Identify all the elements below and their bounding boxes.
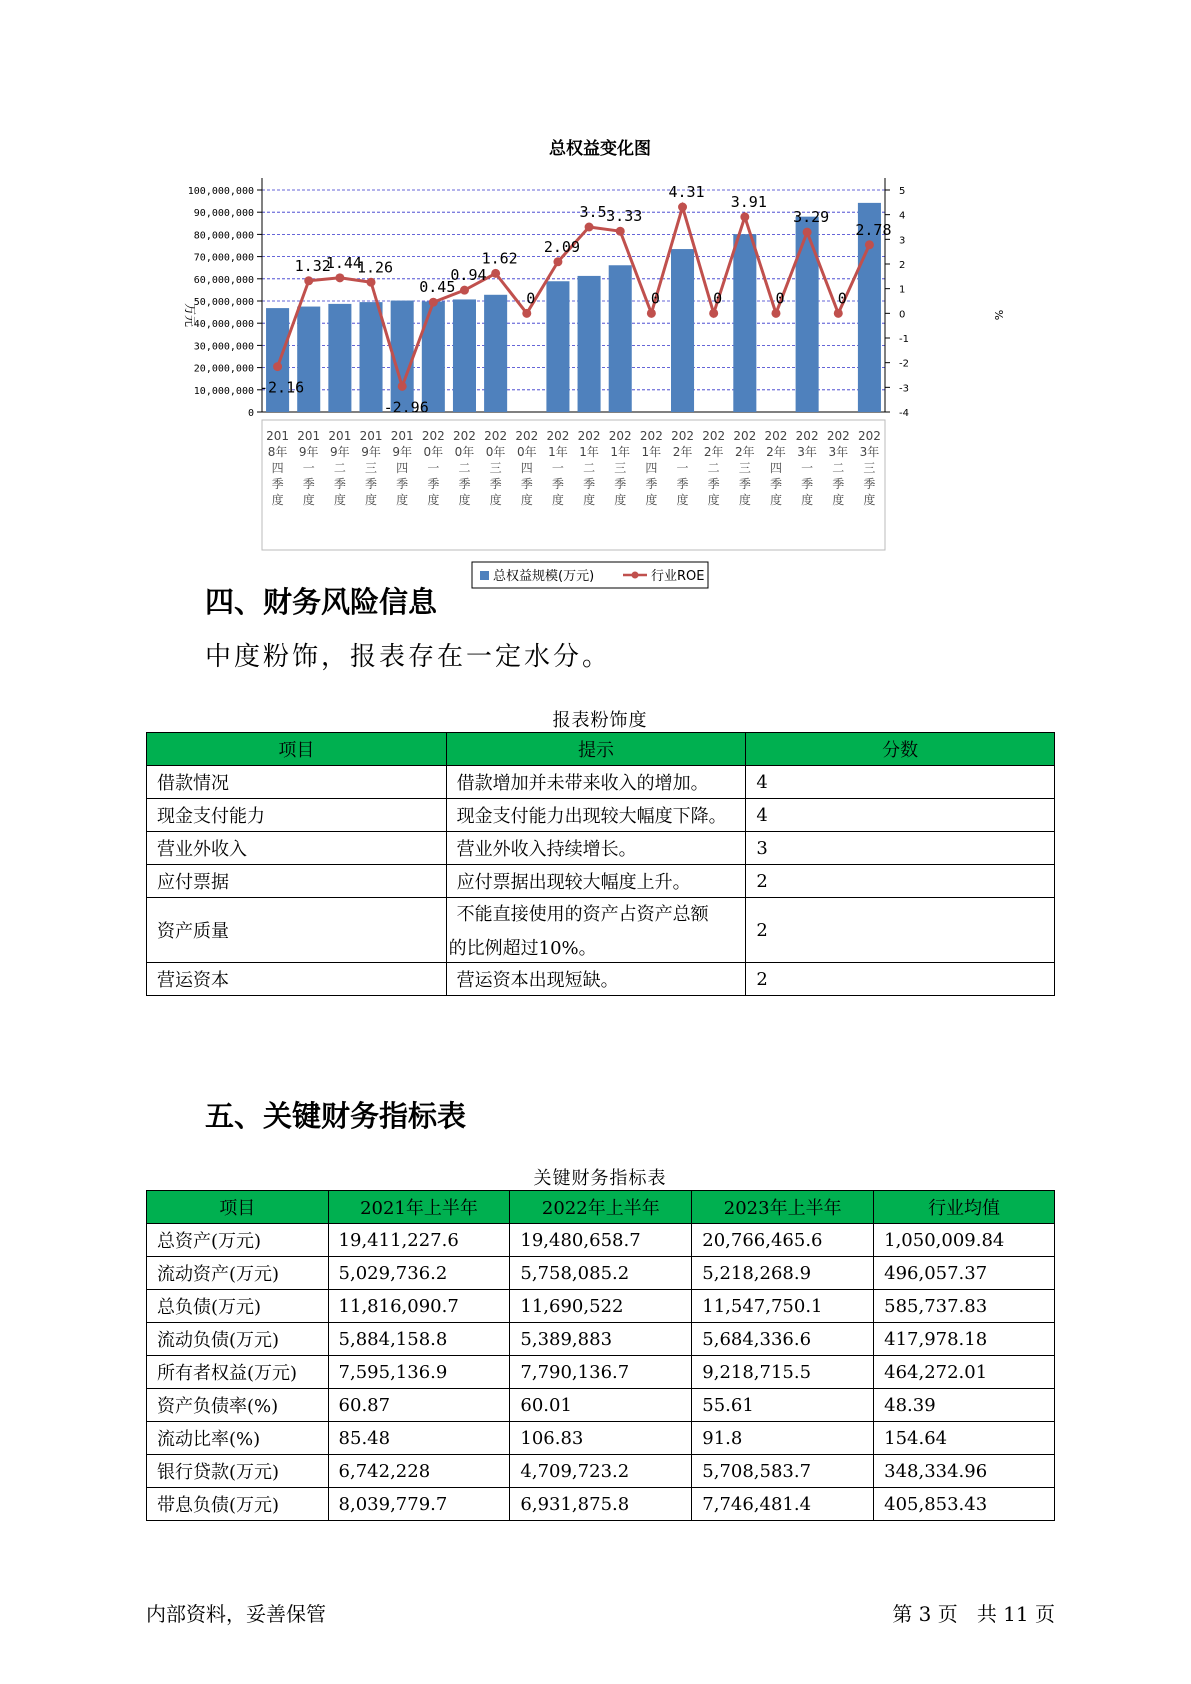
metric-name: 带息负债(万元) [147, 1488, 329, 1521]
metrics-header: 2022年上半年 [510, 1191, 692, 1224]
table-row [147, 865, 1055, 898]
x-tick-label: 季 [458, 477, 471, 491]
x-tick-label: 二 [707, 461, 720, 475]
x-tick-label: 2年 [766, 445, 786, 459]
legend-line-label: 行业ROE [651, 569, 705, 584]
risk-score: 2 [746, 898, 1055, 963]
y-tick-label: 30,000,000 [193, 341, 254, 353]
x-tick-label: 四 [520, 461, 533, 475]
roe-point [460, 286, 469, 295]
x-tick-label: 202 [671, 429, 694, 443]
x-tick-label: 202 [857, 429, 881, 443]
table-row [147, 1323, 1055, 1356]
risk-table-header [147, 733, 1055, 766]
metric-value: 91.8 [692, 1422, 874, 1455]
x-tick-label: 度 [333, 493, 346, 507]
x-tick-label: 二 [583, 461, 596, 475]
y-tick-label: 0 [247, 408, 254, 419]
x-tick-label: 9年 [361, 445, 381, 459]
roe-point [491, 269, 500, 278]
x-tick-label: 季 [302, 477, 315, 491]
roe-data-label: 4.31 [668, 183, 705, 202]
chart-ylabel: 万元 [183, 302, 197, 328]
x-tick-label: 0年 [423, 445, 444, 459]
footer-page-number: 第 3 页 共 11 页 [892, 1602, 1055, 1626]
x-tick-label: 季 [583, 477, 596, 491]
metric-value: 6,742,228 [328, 1455, 510, 1488]
metric-value: 11,816,090.7 [328, 1290, 510, 1323]
roe-data-label: 3.5 [579, 203, 607, 221]
x-tick-label: 度 [645, 493, 658, 507]
roe-data-label: 1.26 [356, 258, 394, 277]
x-tick-label: 度 [458, 493, 471, 507]
x-tick-label: 3年 [859, 445, 880, 459]
roe-data-label: 0.94 [450, 266, 487, 285]
x-tick-label: 202 [826, 429, 850, 443]
x-tick-label: 3年 [797, 445, 817, 459]
risk-item: 借款情况 [147, 766, 447, 799]
metric-name: 总资产(万元) [147, 1224, 329, 1257]
x-tick-label: 202 [546, 429, 570, 443]
roe-point [429, 298, 438, 307]
x-tick-label: 一 [551, 461, 564, 475]
x-tick-label: 二 [458, 461, 471, 475]
x-tick-label: 一 [676, 461, 689, 475]
metric-value: 19,480,658.7 [510, 1224, 692, 1257]
metrics-table [146, 1190, 1055, 1521]
risk-score: 4 [746, 799, 1055, 832]
x-tick-label: 3年 [828, 445, 849, 459]
roe-point [834, 309, 843, 318]
x-tick-label: 202 [702, 429, 726, 443]
roe-point [585, 223, 594, 232]
x-tick-label: 8年 [267, 445, 288, 459]
metric-value: 496,057.37 [874, 1257, 1055, 1290]
metric-value: 11,547,750.1 [692, 1290, 874, 1323]
x-tick-label: 四 [396, 461, 409, 475]
bar [796, 217, 819, 412]
table-row [147, 963, 1055, 996]
metric-value: 60.01 [510, 1389, 692, 1422]
y-tick-label: 60,000,000 [193, 274, 254, 286]
metrics-header: 行业均值 [874, 1191, 1055, 1224]
x-tick-label: 202 [608, 429, 632, 443]
x-tick-label: 度 [769, 493, 782, 507]
roe-data-label: 1.32 [294, 256, 331, 275]
y2-tick-label: 2 [899, 260, 906, 271]
y2-tick-label: 0 [899, 309, 906, 321]
y2-tick-label: -2 [899, 358, 909, 370]
metric-value: 60.87 [328, 1389, 510, 1422]
roe-point [771, 309, 780, 318]
x-tick-label: 度 [614, 493, 627, 507]
risk-hint-continued: 的比例超过10%。 [448, 938, 597, 959]
x-tick-label: 三 [738, 461, 751, 475]
x-tick-label: 季 [707, 477, 720, 491]
x-tick-label: 度 [738, 493, 751, 507]
roe-data-label: 1.62 [481, 249, 518, 268]
chart-title: 总权益变化图 [549, 139, 651, 159]
x-tick-label: 一 [302, 461, 315, 475]
x-tick-label: 三 [614, 461, 627, 475]
x-tick-label: 度 [427, 493, 440, 507]
metric-value: 85.48 [328, 1422, 510, 1455]
risk-item: 现金支付能力 [147, 799, 447, 832]
roe-point [367, 278, 376, 287]
metric-value: 8,039,779.7 [328, 1488, 510, 1521]
table-row [147, 898, 1055, 963]
metric-name: 资产负债率(%) [147, 1389, 329, 1422]
roe-data-label: -2.96 [383, 398, 429, 417]
roe-point [335, 273, 344, 282]
x-tick-label: 201 [328, 429, 352, 443]
x-tick-label: 度 [801, 493, 814, 507]
metric-value: 5,708,583.7 [692, 1455, 874, 1488]
risk-item: 资产质量 [147, 898, 447, 963]
x-tick-label: 二 [832, 461, 845, 475]
roe-data-label: 2.78 [855, 220, 892, 239]
table-row [147, 1257, 1055, 1290]
bar [733, 234, 756, 412]
metric-value: 20,766,465.6 [692, 1224, 874, 1257]
x-tick-label: 二 [333, 461, 346, 475]
table-row [147, 832, 1055, 865]
x-tick-label: 一 [801, 461, 814, 475]
bar [484, 295, 507, 412]
x-tick-label: 度 [489, 493, 502, 507]
roe-point [398, 382, 407, 391]
x-tick-label: 201 [297, 429, 321, 443]
table-row [147, 799, 1055, 832]
metric-value: 55.61 [692, 1389, 874, 1422]
x-tick-label: 四 [271, 461, 284, 475]
x-tick-label: 度 [271, 493, 284, 507]
metric-value: 585,737.83 [874, 1290, 1055, 1323]
section5-heading: 五、关键财务指标表 [205, 1099, 467, 1133]
x-tick-label: 四 [769, 461, 782, 475]
metric-value: 5,758,085.2 [510, 1257, 692, 1290]
risk-table-caption: 报表粉饰度 [552, 710, 648, 731]
x-tick-label: 2年 [703, 445, 724, 459]
y-tick-label: 40,000,000 [193, 319, 254, 331]
x-tick-label: 季 [271, 477, 284, 491]
y-tick-label: 20,000,000 [193, 363, 254, 375]
x-tick-label: 202 [733, 429, 757, 443]
x-tick-label: 三 [863, 461, 876, 475]
roe-data-label: 2.09 [543, 237, 580, 256]
x-tick-label: 三 [365, 461, 378, 475]
roe-data-label: 0 [526, 289, 536, 308]
table-row [147, 1455, 1055, 1488]
bar [609, 265, 632, 412]
risk-hint: 借款增加并未带来收入的增加。 [446, 766, 746, 799]
x-tick-label: 1年 [610, 445, 631, 459]
table-row [147, 1422, 1055, 1455]
x-tick-label: 度 [832, 493, 845, 507]
metrics-header: 项目 [147, 1191, 329, 1224]
footer-left: 内部资料，妥善保管 [146, 1602, 326, 1626]
metrics-header: 2021年上半年 [328, 1191, 510, 1224]
roe-data-label: 3.33 [606, 207, 643, 226]
roe-data-label: 0 [713, 289, 723, 308]
roe-point [553, 257, 562, 266]
y-tick-label: 70,000,000 [193, 252, 254, 264]
x-tick-label: 季 [863, 477, 876, 491]
x-tick-label: 季 [676, 477, 689, 491]
x-tick-label: 201 [266, 429, 290, 443]
x-tick-label: 度 [396, 493, 409, 507]
roe-data-label: 0.45 [419, 278, 456, 297]
risk-item: 营业外收入 [147, 832, 447, 865]
x-tick-label: 0年 [516, 445, 537, 459]
x-tick-label: 季 [769, 477, 782, 491]
roe-point [522, 309, 531, 318]
x-label-frame [262, 420, 885, 550]
risk-hint: 营运资本出现短缺。 [446, 963, 746, 996]
bar [578, 276, 601, 412]
metric-value: 48.39 [874, 1389, 1055, 1422]
metrics-header: 2023年上半年 [692, 1191, 874, 1224]
roe-point [616, 227, 625, 236]
x-tick-label: 9年 [392, 445, 412, 459]
x-tick-label: 202 [484, 429, 508, 443]
metric-value: 106.83 [510, 1422, 692, 1455]
x-tick-label: 度 [302, 493, 315, 507]
y-tick-label: 90,000,000 [193, 208, 254, 220]
risk-header-hint: 提示 [446, 733, 746, 766]
metric-name: 银行贷款(万元) [147, 1455, 329, 1488]
metric-value: 154.64 [874, 1422, 1055, 1455]
y-tick-label: 100,000,000 [187, 186, 254, 197]
x-tick-label: 201 [359, 429, 383, 443]
y-tick-label: 50,000,000 [193, 297, 254, 308]
bar [422, 301, 445, 412]
section4-text: 中度粉饰，报表存在一定水分。 [205, 642, 612, 672]
bar [546, 281, 569, 412]
roe-point [803, 228, 812, 237]
x-tick-label: 度 [676, 493, 689, 507]
x-tick-label: 0年 [485, 445, 506, 459]
metric-value: 9,218,715.5 [692, 1356, 874, 1389]
metric-value: 6,931,875.8 [510, 1488, 692, 1521]
y2-tick-label: -4 [899, 408, 909, 419]
section4-heading: 四、财务风险信息 [205, 585, 438, 619]
x-tick-label: 202 [453, 429, 476, 443]
risk-item: 应付票据 [147, 865, 447, 898]
x-tick-label: 季 [645, 477, 658, 491]
x-tick-label: 1年 [548, 445, 568, 459]
table-row [147, 1389, 1055, 1422]
metric-value: 5,218,268.9 [692, 1257, 874, 1290]
risk-hint-multiline [446, 898, 746, 963]
x-tick-label: 202 [764, 429, 788, 443]
bar [328, 304, 351, 412]
metric-value: 7,746,481.4 [692, 1488, 874, 1521]
x-tick-label: 202 [421, 429, 445, 443]
y-tick-label: 10,000,000 [193, 385, 254, 397]
risk-hint: 营业外收入持续增长。 [446, 832, 746, 865]
x-tick-label: 202 [795, 429, 819, 443]
risk-score: 2 [746, 865, 1055, 898]
x-tick-label: 度 [551, 493, 564, 507]
table-row [147, 1290, 1055, 1323]
metric-name: 流动负债(万元) [147, 1323, 329, 1356]
legend-bar-label: 总权益规模(万元) [493, 569, 595, 584]
metric-name: 总负债(万元) [147, 1290, 329, 1323]
roe-data-label: 3.29 [793, 208, 830, 227]
risk-hint: 不能直接使用的资产占资产总额 [456, 904, 709, 925]
roe-point [709, 309, 718, 318]
roe-data-label: 1.44 [325, 253, 362, 272]
x-tick-label: 季 [551, 477, 564, 491]
y2-tick-label: 3 [899, 235, 906, 247]
x-tick-label: 季 [614, 477, 627, 491]
x-tick-label: 度 [707, 493, 720, 507]
chart-y2label: % [992, 309, 1005, 321]
metric-value: 5,884,158.8 [328, 1323, 510, 1356]
roe-point [304, 276, 313, 285]
metric-value: 5,029,736.2 [328, 1257, 510, 1290]
x-tick-label: 201 [390, 429, 414, 443]
y2-tick-label: 5 [899, 186, 906, 197]
bar [453, 299, 476, 412]
x-tick-label: 度 [365, 493, 378, 507]
x-tick-label: 季 [427, 477, 440, 491]
roe-data-label: -2.16 [258, 378, 305, 397]
risk-score: 3 [746, 832, 1055, 865]
roe-data-label: 0 [837, 289, 847, 308]
risk-header-item: 项目 [147, 733, 447, 766]
x-tick-label: 三 [489, 461, 502, 475]
roe-data-label: 0 [775, 289, 785, 308]
y2-tick-label: 1 [899, 284, 906, 296]
risk-item: 营运资本 [147, 963, 447, 996]
table-row [147, 1356, 1055, 1389]
x-tick-label: 度 [520, 493, 533, 507]
risk-table [146, 732, 1055, 996]
metric-value: 5,684,336.6 [692, 1323, 874, 1356]
x-tick-label: 季 [489, 477, 502, 491]
x-tick-label: 202 [515, 429, 539, 443]
x-tick-label: 0年 [454, 445, 475, 459]
bar [359, 302, 382, 412]
metric-value: 1,050,009.84 [874, 1224, 1055, 1257]
roe-point [678, 203, 687, 212]
y2-tick-label: -3 [899, 383, 909, 395]
metric-name: 流动资产(万元) [147, 1257, 329, 1290]
y2-tick-label: 4 [899, 210, 906, 222]
x-tick-label: 1年 [579, 445, 599, 459]
x-tick-label: 一 [427, 461, 440, 475]
y-tick-label: 80,000,000 [193, 230, 254, 242]
bar [671, 249, 694, 412]
x-tick-label: 季 [365, 477, 378, 491]
chart-plot-area [188, 178, 909, 550]
x-tick-label: 季 [333, 477, 346, 491]
x-tick-label: 度 [863, 493, 876, 507]
metric-value: 348,334.96 [874, 1455, 1055, 1488]
metric-value: 464,272.01 [874, 1356, 1055, 1389]
roe-data-label: 3.91 [730, 192, 767, 211]
metric-value: 5,389,883 [510, 1323, 692, 1356]
legend-line-marker [632, 572, 639, 579]
roe-point [647, 309, 656, 318]
chart-legend [472, 562, 708, 588]
x-tick-label: 季 [832, 477, 845, 491]
roe-point [865, 240, 874, 249]
metric-value: 11,690,522 [510, 1290, 692, 1323]
x-tick-label: 四 [645, 461, 658, 475]
risk-header-score: 分数 [746, 733, 1055, 766]
x-tick-label: 2年 [672, 445, 693, 459]
y2-tick-label: -1 [899, 334, 909, 345]
roe-point [740, 212, 749, 221]
x-tick-label: 2年 [735, 445, 755, 459]
metric-value: 7,595,136.9 [328, 1356, 510, 1389]
metric-value: 19,411,227.6 [328, 1224, 510, 1257]
x-tick-label: 季 [738, 477, 751, 491]
x-tick-label: 度 [583, 493, 596, 507]
metrics-table-header [147, 1191, 1055, 1224]
x-tick-label: 9年 [298, 445, 319, 459]
metric-name: 所有者权益(万元) [147, 1356, 329, 1389]
risk-score: 2 [746, 963, 1055, 996]
metric-value: 4,709,723.2 [510, 1455, 692, 1488]
table-row [147, 1224, 1055, 1257]
legend-bar-swatch [480, 571, 489, 580]
risk-hint: 现金支付能力出现较大幅度下降。 [446, 799, 746, 832]
x-tick-label: 季 [801, 477, 814, 491]
roe-point [273, 362, 282, 371]
table-row [147, 766, 1055, 799]
roe-data-label: 0 [650, 289, 660, 308]
equity-chart [150, 130, 1040, 590]
x-tick-label: 季 [396, 477, 409, 491]
metric-name: 流动比率(%) [147, 1422, 329, 1455]
metrics-table-caption: 关键财务指标表 [533, 1168, 667, 1189]
metric-value: 405,853.43 [874, 1488, 1055, 1521]
x-tick-label: 202 [577, 429, 601, 443]
metric-value: 7,790,136.7 [510, 1356, 692, 1389]
x-tick-label: 9年 [330, 445, 350, 459]
x-tick-label: 季 [520, 477, 533, 491]
risk-hint: 应付票据出现较大幅度上升。 [446, 865, 746, 898]
x-tick-label: 1年 [641, 445, 662, 459]
table-row [147, 1488, 1055, 1521]
risk-score: 4 [746, 766, 1055, 799]
x-tick-label: 202 [639, 429, 663, 443]
metric-value: 417,978.18 [874, 1323, 1055, 1356]
